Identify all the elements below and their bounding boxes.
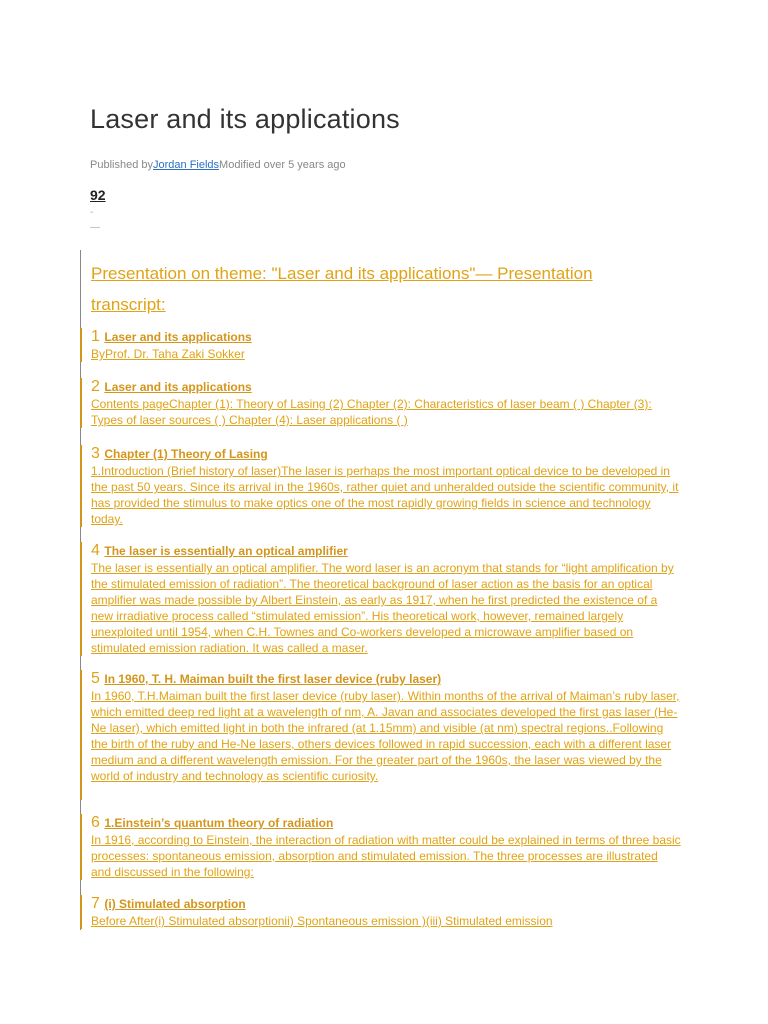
- transcript-section: [80, 250, 701, 930]
- transcript-slide: [80, 378, 682, 428]
- published-by-label: Published by: [90, 159, 153, 171]
- slide-number: 5: [91, 670, 100, 687]
- slide-title[interactable]: In 1960, T. H. Maiman built the first laser device (ruby laser): [104, 672, 442, 686]
- transcript-slide: [80, 670, 682, 800]
- transcript-slide: [80, 445, 682, 527]
- slide-number: 2: [91, 378, 100, 395]
- page-title: Laser and its applications: [90, 104, 400, 134]
- modified-label: Modified over 5 years ago: [219, 159, 346, 171]
- slide-number: 7: [91, 895, 100, 912]
- slide-body[interactable]: Before After(i) Stimulated absorptionii) Spontaneous emission )(iii) Stimulated emission: [91, 914, 553, 928]
- transcript-slide: [80, 542, 682, 656]
- slide-body[interactable]: Contents pageChapter (1): Theory of Lasing (2) Chapter (2): Characteristics of laser beam ( ) Chapter (3): Types of laser sources ( ) Chapter (4): Laser applications ( ): [91, 397, 652, 427]
- slide-body[interactable]: In 1916, according to Einstein, the interaction of radiation with matter could be explained in terms of three basic processes: spontaneous emission, absorption and stimulated emission. The three processes are illustrated and discussed in the following:: [91, 833, 681, 879]
- divider-dash: -: [90, 207, 94, 218]
- slide-number: 3: [91, 445, 100, 462]
- slide-title[interactable]: Laser and its applications: [104, 330, 252, 344]
- transcript-slide: [80, 328, 682, 362]
- slide-body[interactable]: ByProf. Dr. Taha Zaki Sokker: [91, 347, 245, 361]
- transcript-heading[interactable]: Presentation on theme: "Laser and its applications"— Presentation transcript:: [91, 264, 593, 314]
- slide-title[interactable]: 1.Einstein’s quantum theory of radiation: [104, 816, 334, 830]
- slide-number: 1: [91, 328, 100, 345]
- transcript-slide: [80, 814, 682, 880]
- slide-number: 6: [91, 814, 100, 831]
- slide-title[interactable]: Laser and its applications: [104, 380, 252, 394]
- slide-body[interactable]: 1.Introduction (Brief history of laser)The laser is perhaps the most important optical device to be developed in the past 50 years. Since its arrival in the 1960s, rather quiet and unheralded outside the scientific community, it has provided the stimulus to make optics one of the most rapidly growing fields in science and technology today.: [91, 464, 679, 526]
- slide-title[interactable]: (i) Stimulated absorption: [104, 897, 246, 911]
- view-count[interactable]: 92: [90, 187, 106, 203]
- slide-number: 4: [91, 542, 100, 559]
- slide-body[interactable]: The laser is essentially an optical amplifier. The word laser is an acronym that stands for “light amplification by the stimulated emission of radiation”. The theoretical background of laser action as the basis for an optical amplifier was made possible by Albert Einstein, as early as 1917, when he first predicted the existence of a new irradiative process called “stimulated emission”. His theoretical work, however, remained largely unexploited until 1954, when C.H. Townes and Co-workers developed a microwave amplifier based on stimulated emission radiation. It was called a maser.: [91, 561, 674, 655]
- slide-title[interactable]: Chapter (1) Theory of Lasing: [104, 447, 268, 461]
- slide-title[interactable]: The laser is essentially an optical amplifier: [104, 544, 348, 558]
- transcript-slide: [80, 895, 682, 929]
- author-link[interactable]: Jordan Fields: [153, 159, 220, 171]
- slide-body[interactable]: In 1960, T.H.Maiman built the first laser device (ruby laser). Within months of the arrival of Maiman’s ruby laser, which emitted deep red light at a wavelength of nm, A. Javan and associates developed the first gas laser (He- Ne laser), which emitted light in both the infrared (at 1.15mm) and visible (at nm) spectral regions..Following the birth of the ruby and He-Ne lasers, others devices followed in rapid succession, each with a different laser medium and a different wavelength emission. For the greater part of the 1960s, the laser was viewed by the world of industry and technology as scientific curiosity.: [91, 689, 680, 783]
- divider-line: —: [90, 222, 100, 233]
- publish-meta: [90, 159, 346, 171]
